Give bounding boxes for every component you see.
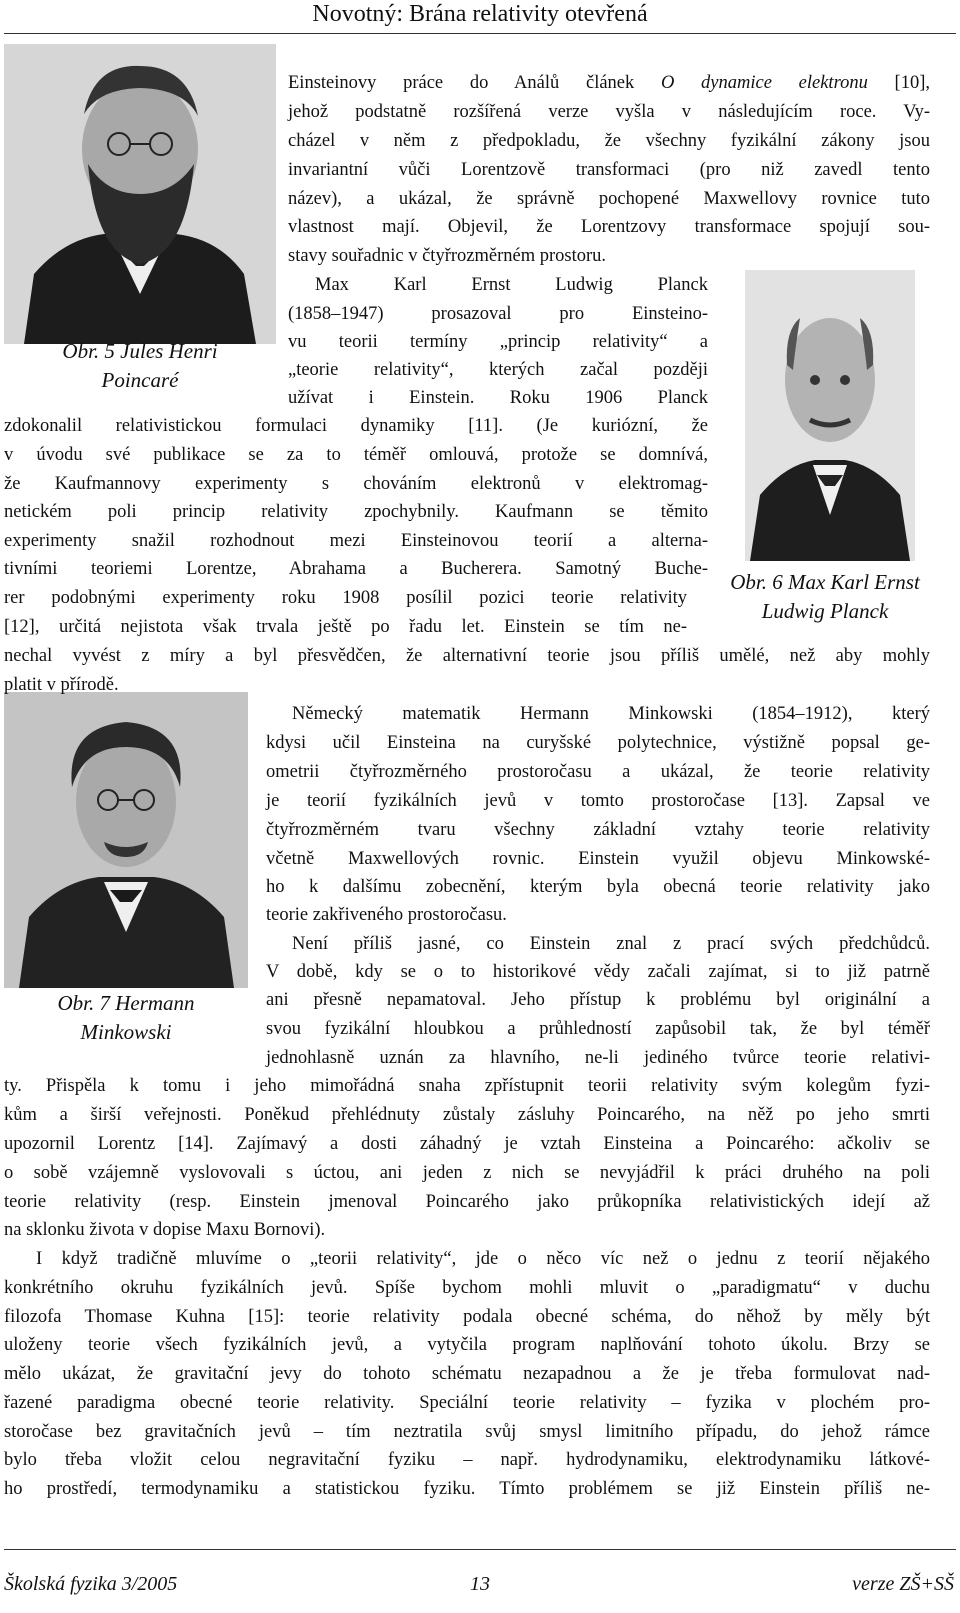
text-line: teorie relativity (resp. Einstein jmenoval Poincarého jako průkopníka relativistických idejí až [4,1192,930,1212]
text-line: „teorie relativity“, kterých začal později [288,360,708,380]
text-line: jednohlasně uznán za hlavního, ne-li jediného tvůrce teorie relativi- [266,1048,930,1068]
text-line: cházel v něm z předpokladu, že všechny fyzikální zákony jsou [288,131,930,151]
text-line: ani přesně nepamatoval. Jeho přístup k problému byl originální a [266,990,930,1010]
portrait-young-man-icon [4,692,248,988]
text-line: Einsteinovy práce do Análů článek O dynamice elektronu [10], [288,73,931,93]
footer-page-number: 13 [470,1573,490,1595]
text-line: včetně Maxwellových rovnic. Einstein využil objevu Minkowské- [266,849,930,869]
text-line: je teorií fyzikálních jevů v tomto prostoročase [13]. Zapsal ve [266,791,930,811]
text-line: řazené paradigma obecné teorie relativity. Speciální teorie relativity – fyzika v plochém pro- [4,1393,930,1413]
text-line: vlastnost mají. Objevil, že Lorentzovy transformace spojují sou- [288,217,930,237]
text-line: ho prostředí, termodynamiku a statistickou fyziku. Tímto problémem se již Einstein příliš ne- [4,1479,930,1499]
text-line: čtyřrozměrném tvaru všechny základní vztahy teorie relativity [266,820,930,840]
text-line: název), a ukázal, že správně pochopené Maxwellovy rovnice tuto [288,189,930,209]
text-line: ometrii čtyřrozměrného prostoročasu a ukázal, že teorie relativity [266,762,930,782]
text-line: uloženy teorie všech fyzikálních jevů, a vytyčila program naplňování tohoto úkolu. Brzy se [4,1335,930,1355]
text-line: bylo třeba vložit celou negravitační fyziku – např. hydrodynamiku, elektrodynamiku látkové- [4,1450,930,1470]
text-line: netickém poli princip relativity zpochybnily. Kaufmann se těmito [4,502,708,522]
text-line: teorie zakřiveného prostoročasu. [266,905,507,925]
text-line: V době, kdy se o to historikové vědy začali zajímat, si to již patrně [266,962,930,982]
text-line: Není příliš jasné, co Einstein znal z prací svých předchůdců. [292,934,930,954]
photo-poincare [4,44,276,344]
figure-7-caption-line2: Minkowski [80,1020,172,1044]
figure-5-caption-line2: Poincaré [101,368,179,392]
header-rule [4,33,956,34]
text-line: tivními teoriemi Lorentze, Abrahama a Bucherera. Samotný Buche- [4,559,708,579]
footer-journal: Školská fyzika 3/2005 [4,1573,178,1595]
text-line: kdysi učil Einsteina na curyšské polytechnice, výstižně popsal ge- [266,733,930,753]
photo-planck [745,270,915,561]
figure-6-caption-line2: Ludwig Planck [761,599,889,623]
text-line: experimenty snažil rozhodnout mezi Einsteinovou teorií a alterna- [4,531,708,551]
text-line: v úvodu své publikace se za to téměř omlouvá, protože se domnívá, [4,445,708,465]
footer-section: verze ZŠ+SŠ [852,1573,954,1595]
text-line: užívat i Einstein. Roku 1906 Planck [288,388,708,408]
text-line: jehož podstatně rozšířená verze vyšla v následujícím roce. Vy- [288,102,930,122]
figure-6-caption-line1: Obr. 6 Max Karl Ernst [730,570,920,594]
portrait-bearded-man-icon [4,44,276,344]
text-line: ty. Přispěla k tomu i jeho mimořádná snaha zpřístupnit teorii relativity svým kolegům fyzi- [4,1076,930,1096]
text-line: svou fyzikální hloubkou a průhledností zapůsobil tak, že byl téměř [266,1019,930,1039]
text-line: vu teorii termíny „princip relativity“ a [288,332,708,352]
text-line: I když tradičně mluvíme o „teorii relativity“, jde o něco víc než o jednu z teorií nějakého [36,1249,930,1269]
running-header: Novotný: Brána relativity otevřená [312,1,648,27]
text-line: kům a širší veřejnosti. Poněkud přehlédnuty zůstaly zásluhy Poincarého, na něž po jeho smrti [4,1105,930,1125]
text-line: upozornil Lorentz [14]. Zajímavý a dosti záhadný je vztah Einsteina a Poincarého: ačkoliv se [4,1134,930,1154]
text-line: o sobě vzájemně vyslovovali s úctou, ani jeden z nich se nevyjádřil k práci druhého na poli [4,1163,930,1183]
text-line: nechal vyvést z míry a byl přesvědčen, že alternativní teorie jsou příliš umělé, než aby mohly [4,646,930,666]
figure-5-caption-line1: Obr. 5 Jules Henri [62,339,218,363]
text-line: storočase bez gravitačních jevů – tím neztratila svůj smysl limitního případu, do jehož rámce [4,1422,930,1442]
portrait-bald-man-icon [745,270,915,561]
text-line: platit v přírodě. [4,675,119,695]
text-line: filozofa Thomase Kuhna [15]: teorie relativity podala obecné schéma, do něhož by měly být [4,1307,930,1327]
figure-7-caption-line1: Obr. 7 Hermann [57,991,195,1015]
text-line: Německý matematik Hermann Minkowski (1854–1912), který [292,704,930,724]
text-line: že Kaufmannovy experimenty s chováním elektronů v elektromag- [4,474,708,494]
footer-rule [4,1549,956,1550]
text-line: mělo ukázat, že gravitační jevy do tohoto schématu nezapadnou a že je třeba formulovat nad- [4,1364,930,1384]
photo-minkowski [4,692,248,988]
text-line: Max Karl Ernst Ludwig Planck [315,275,708,295]
text-line: na sklonku života v dopise Maxu Bornovi). [4,1220,326,1240]
text-line: zdokonalil relativistickou formulaci dynamiky [11]. (Je kuriózní, že [4,416,708,436]
text-line: rer podobnými experimenty roku 1908 posílil pozici teorie relativity [4,588,687,608]
text-line: [12], určitá nejistota však trvala ještě po řadu let. Einstein se tím ne- [4,617,687,637]
text-line: konkrétního okruhu fyzikálních jevů. Spíše bychom mohli mluvit o „paradigmatu“ v duchu [4,1278,930,1298]
text-line: stavy souřadnic v čtyřrozměrném prostoru. [288,246,607,266]
text-line: (1858–1947) prosazoval pro Einsteino- [288,304,708,324]
text-line: invariantní vůči Lorentzově transformaci (pro niž zavedl tento [288,160,930,180]
text-line: ho k dalšímu zobecnění, kterým byla obecná teorie relativity jako [266,877,930,897]
